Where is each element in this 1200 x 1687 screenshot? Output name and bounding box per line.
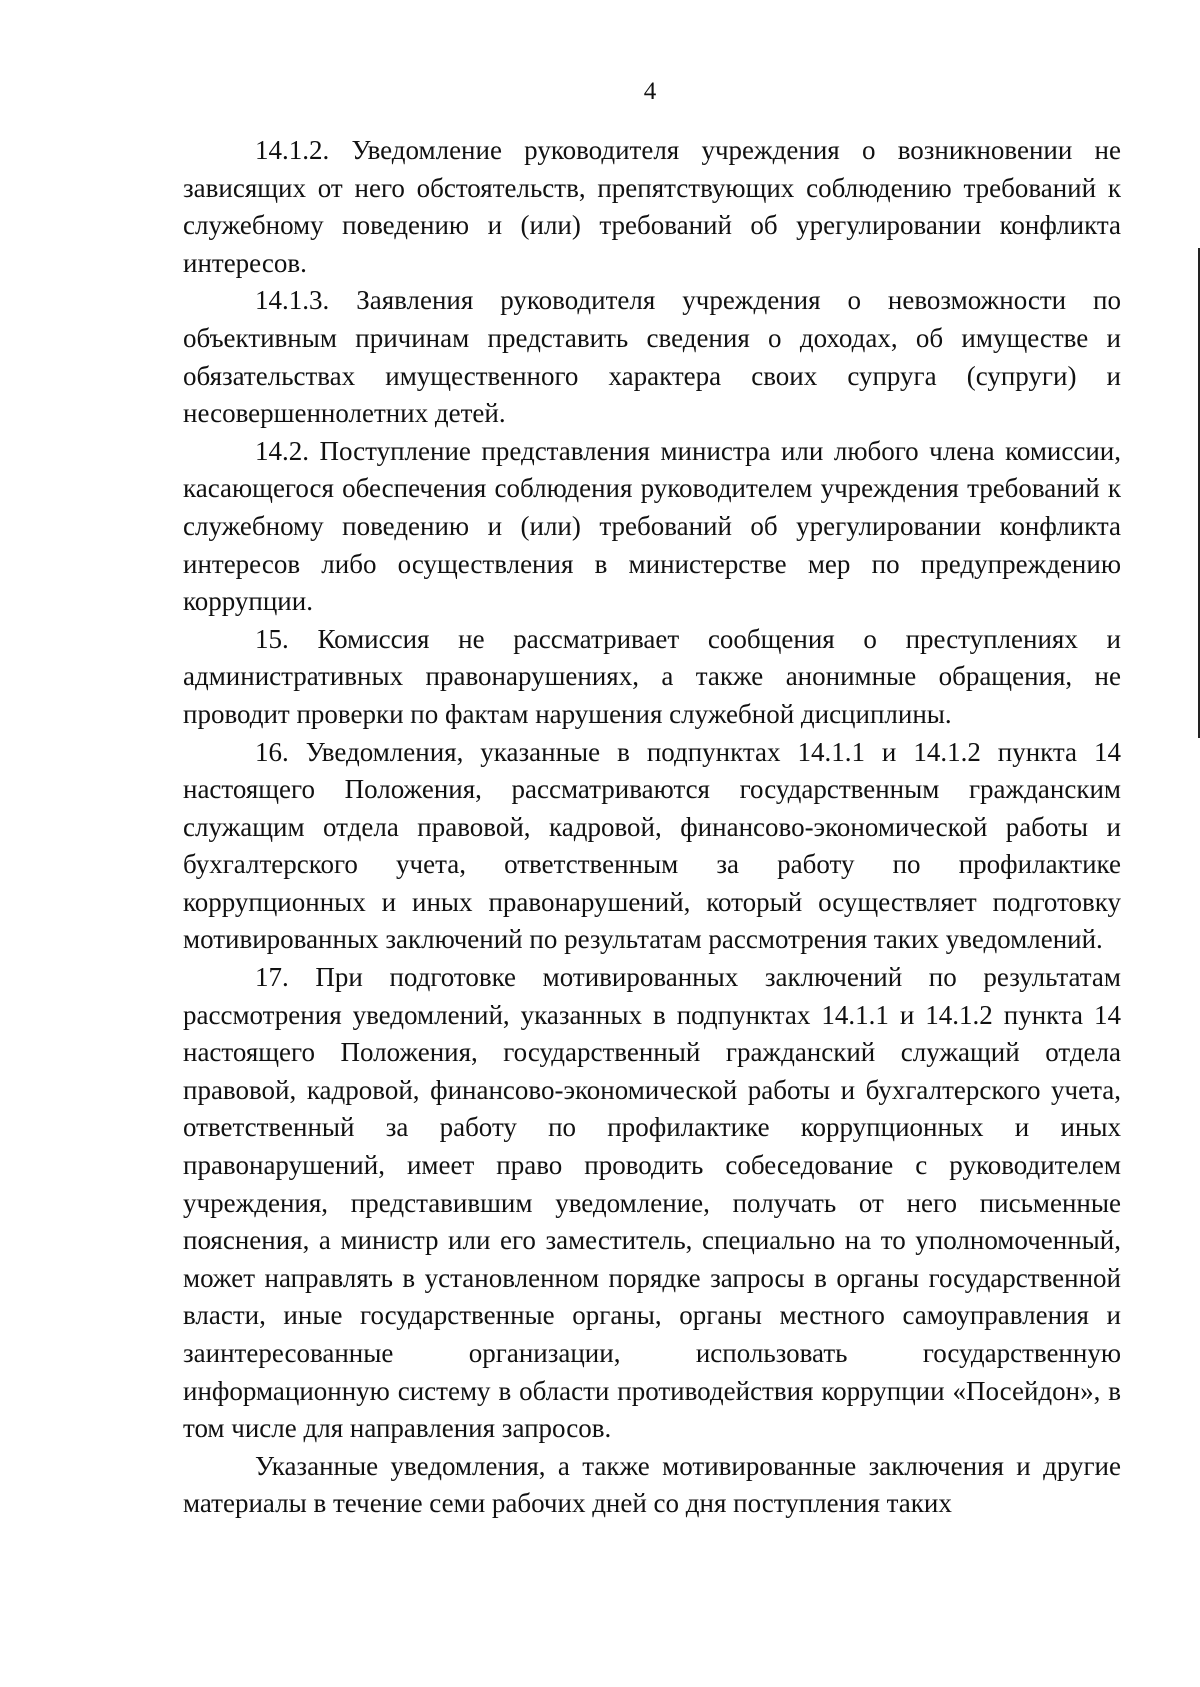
paragraph-17: 17. При подготовке мотивированных заключений по результатам рассмотрения уведомлений, указанных в подпунктах 14.1.1 и 14.1.2 пункта 14 настоящего Положения, государственный гражданский служащий отдела правовой, кадровой, финансово-экономической работы и бухгалтерского учета, ответственный за работу по профилактике коррупционных и иных правонарушений, имеет право проводить собеседование с руководителем учреждения, представившим уведомление, получать от него письменные пояснения, а министр или его заместитель, специально на то уполномоченный, может направлять в установленном порядке запросы в органы государственной власти, иные государственные органы, органы местного самоуправления и заинтересованные организации, использовать государственную информационную систему в области противодействия коррупции «Посейдон», в том числе для направления запросов. — [183, 962, 1121, 1444]
document-body — [183, 132, 1121, 1523]
page-number: 4 — [643, 78, 657, 105]
paragraph-16: 16. Уведомления, указанные в подпунктах 14.1.1 и 14.1.2 пункта 14 настоящего Положения, рассматриваются государственным гражданским служащим отдела правовой, кадровой, финансово-экономической работы и бухгалтерского учета, ответственным за работу по профилактике коррупционных и иных правонарушений, который осуществляет подготовку мотивированных заключений по результатам рассмотрения таких уведомлений. — [183, 736, 1121, 955]
paragraph-14-1-3: 14.1.3. Заявления руководителя учреждения о невозможности по объективным причинам представить сведения о доходах, об имуществе и обязательствах имущественного характера своих супруга (супруги) и несовершеннолетних детей. — [183, 285, 1121, 429]
paragraph-15: 15. Комиссия не рассматривает сообщения о преступлениях и административных правонарушениях, а также анонимные обращения, не проводит проверки по фактам нарушения служебной дисциплины. — [183, 623, 1121, 729]
paragraph-14-2: 14.2. Поступление представления министра или любого члена комиссии, касающегося обеспечения соблюдения руководителем учреждения требований к служебному поведению и (или) требований об урегулировании конфликта интересов либо осуществления в министерстве мер по предупреждению коррупции. — [183, 435, 1121, 617]
paragraph-continuation: Указанные уведомления, а также мотивированные заключения и другие материалы в течение семи рабочих дней со дня поступления таких — [183, 1450, 1121, 1519]
paragraph-14-1-2: 14.1.2. Уведомление руководителя учреждения о возникновении не зависящих от него обстоятельств, препятствующих соблюдению требований к служебному поведению и (или) требований об урегулировании конфликта интересов. — [183, 135, 1121, 278]
